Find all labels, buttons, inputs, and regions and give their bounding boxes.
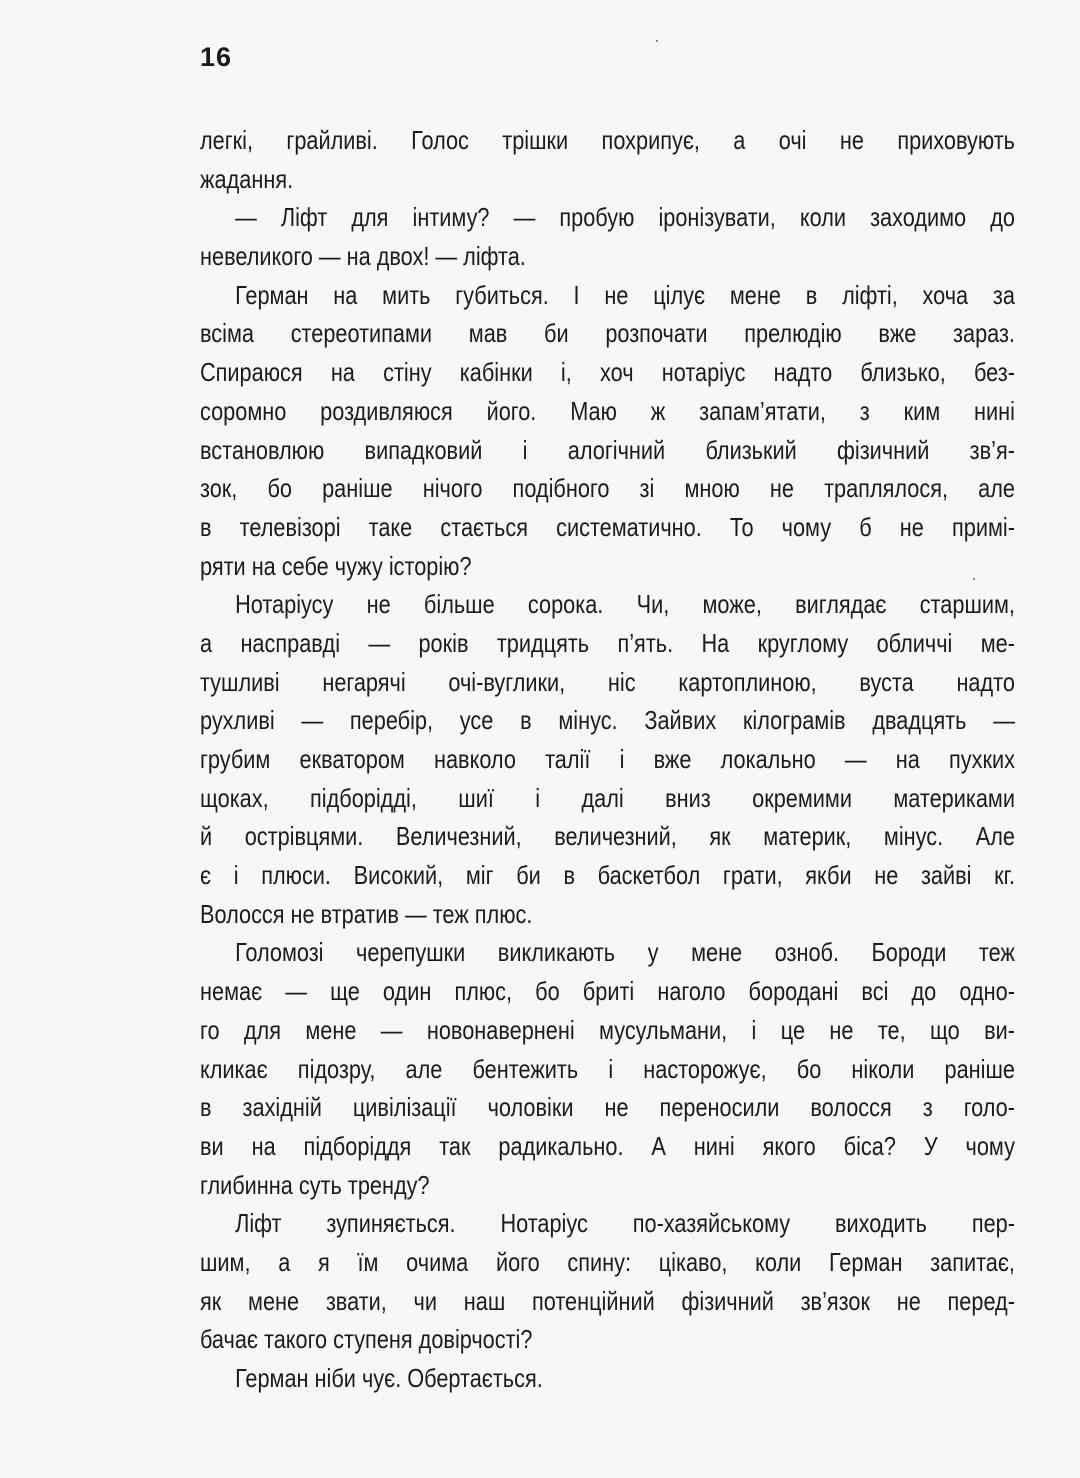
text-line: а насправді — років тридцять п’ять. На круглому обличчі ме-	[200, 627, 1015, 658]
text-line: Голомозі черепушки викликають у мене озноб. Бороди теж	[235, 937, 1015, 968]
text-line: Нотаріусу не більше сорока. Чи, може, виглядає старшим,	[235, 589, 1015, 620]
page-number: 16	[200, 42, 233, 72]
text-line: глибинна суть тренду?	[200, 1169, 430, 1200]
text-line: го для мене — новонавернені мусульмани, і це не те, що ви-	[200, 1014, 1015, 1045]
text-line: встановлюю випадковий і алогічний близький фізичний зв’я-	[200, 434, 1015, 465]
text-line: як мене звати, чи наш потенційний фізичний зв’язок не перед-	[200, 1285, 1015, 1316]
text-line: жадання.	[200, 163, 294, 194]
text-line: Герман на мить губиться. І не цілує мене в ліфті, хоча за	[235, 279, 1015, 310]
text-line: немає — ще один плюс, бо бриті наголо бородані всі до одно-	[200, 976, 1015, 1007]
text-line: грубим екватором навколо талії і вже локально — на пухких	[200, 744, 1015, 774]
text-line: в західній цивілізації чоловіки не переносили волосся з голо-	[200, 1092, 1015, 1123]
text-line: кликає підозру, але бентежить і насторожує, бо ніколи раніше	[200, 1053, 1015, 1084]
text-line: всіма стереотипами мав би розпочати прелюдію вже зараз.	[200, 318, 1015, 349]
text-line: бачає такого ступеня довірчості?	[200, 1324, 533, 1355]
text-line: зок, бо раніше нічого подібного зі мною не траплялося, але	[200, 473, 1015, 504]
text-line: в телевізорі таке стається систематично. То чому б не примі-	[200, 511, 1015, 542]
print-speck	[973, 578, 975, 580]
text-line: щоках, підборідді, шиї і далі вниз окремими материками	[200, 782, 1015, 813]
text-line: невеликого — на двох! — ліфта.	[200, 241, 526, 272]
text-line: Спираюся на стіну кабінки і, хоч нотаріус надто близько, без-	[200, 357, 1015, 388]
body-text	[200, 121, 1015, 1398]
text-line: — Ліфт для інтиму? — пробую іронізувати, коли заходимо до	[235, 202, 1015, 233]
text-line: й острівцями. Величезний, величезний, як материк, мінус. Але	[200, 821, 1015, 852]
text-line: Герман ніби чує. Обертається.	[235, 1363, 543, 1393]
text-line: ряти на себе чужу історію?	[200, 550, 472, 581]
text-line: рухливі — перебір, усе в мінус. Зайвих кілограмів двадцять —	[200, 705, 1015, 736]
text-line: є і плюси. Високий, міг би в баскетбол грати, якби не зайві кг.	[200, 860, 1015, 891]
text-line: шим, а я їм очима його спину: цікаво, коли Герман запитає,	[200, 1246, 1015, 1277]
text-line: тушливі негарячі очі-вуглики, ніс картоплиною, вуста надто	[200, 666, 1015, 697]
text-line: Ліфт зупиняється. Нотаріус по-хазяйському виходить пер-	[235, 1208, 1015, 1239]
text-line: соромно роздивляюся його. Маю ж запам’ятати, з ким нині	[200, 395, 1015, 426]
text-line: Волосся не втратив — теж плюс.	[200, 898, 533, 929]
text-line: легкі, грайливі. Голос трішки похрипує, а очі не приховують	[200, 125, 1015, 155]
text-line: ви на підборіддя так радикально. А нині якого біса? У чому	[200, 1130, 1015, 1161]
print-speck	[656, 40, 658, 42]
